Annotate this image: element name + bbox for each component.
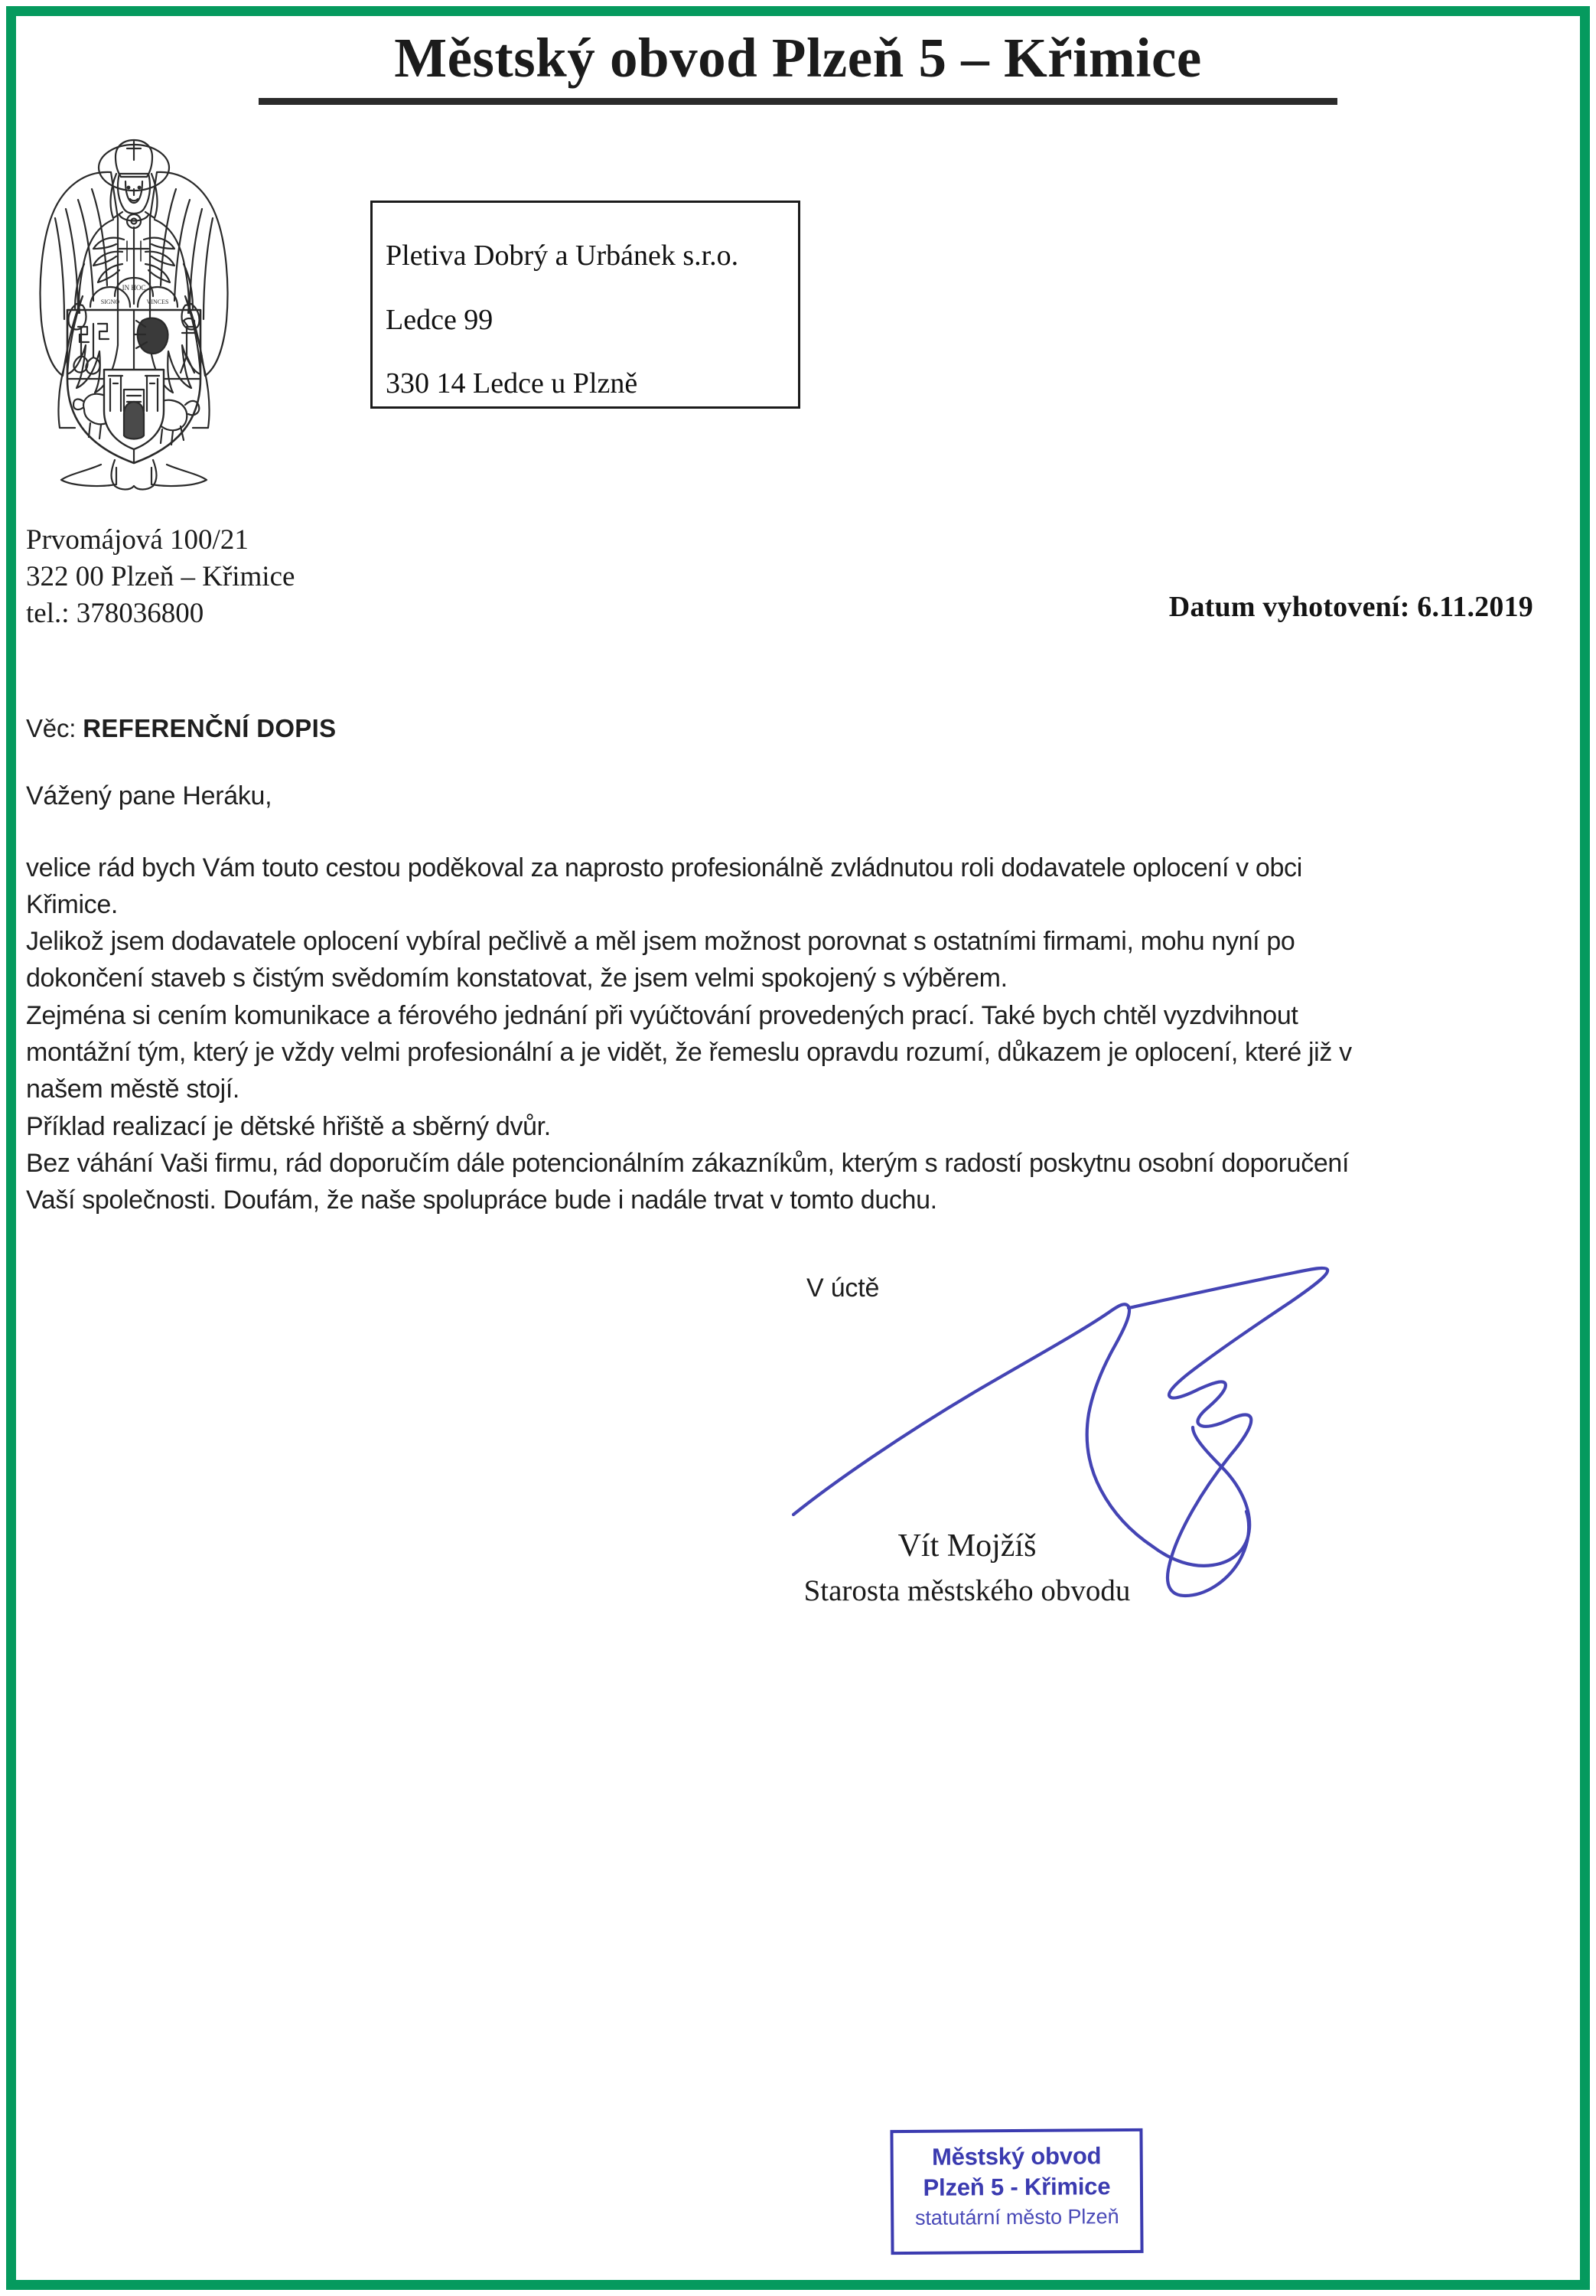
body-paragraph: Bez váhání Vaši firmu, rád doporučím dále potencionálním zákazníkům, kterým s radostí poskytnu osobní doporučení Vaší společnosti. Doufám, že naše spolupráce bude i nadále trvat v tomto duchu. bbox=[26, 1148, 1350, 1215]
sender-city: 322 00 Plzeň – Křimice bbox=[26, 560, 295, 592]
official-stamp bbox=[890, 2128, 1143, 2255]
recipient-address-box bbox=[370, 201, 800, 409]
signature-block bbox=[26, 1274, 1570, 1641]
stamp-line-3: statutární město Plzeň bbox=[914, 2204, 1119, 2229]
document-sheet bbox=[26, 23, 1570, 2273]
sender-phone: tel.: 378036800 bbox=[26, 597, 204, 629]
signer-role: Starosta městského obvodu bbox=[803, 1574, 1131, 1608]
body-paragraph: Zejména si cením komunikace a férového jednání při vyúčtování provedených prací. Také bych chtěl vyzdvihnout montážní tým, který je vždy velmi profesionální a je vidět, že řemeslu opravdu rozumí, důkazem je oplocení, které již v našem městě stojí. bbox=[26, 1000, 1352, 1104]
letter-body bbox=[26, 850, 1396, 1219]
subject-label: Věc: bbox=[26, 713, 77, 742]
recipient-company: Pletiva Dobrý a Urbánek s.r.o. bbox=[386, 239, 739, 272]
body-paragraph: Jelikož jsem dodavatele oplocení vybíral pečlivě a měl jsem možnost porovnat s ostatními firmami, mohu nyní po dokončení staveb s čistým svědomím konstatovat, že jsem velmi spokojený s výběrem. bbox=[26, 927, 1295, 993]
svg-text:SIGNO: SIGNO bbox=[100, 298, 120, 305]
signer-name: Vít Mojžíš bbox=[897, 1528, 1037, 1564]
body-paragraph: Příklad realizací je dětské hřiště a sběrný dvůr. bbox=[26, 1111, 551, 1141]
body-paragraph: velice rád bych Vám touto cestou poděkoval za naprosto profesionálně zvládnutou roli dodavatele oplocení v obci Křimice. bbox=[26, 853, 1302, 919]
title-underline-rule bbox=[259, 98, 1337, 105]
recipient-street: Ledce 99 bbox=[386, 303, 493, 336]
stamp-line-1: Městský obvod bbox=[931, 2142, 1102, 2170]
sender-address bbox=[26, 522, 295, 632]
page-title: Městský obvod Plzeň 5 – Křimice bbox=[394, 27, 1202, 89]
subject-value: REFERENČNÍ DOPIS bbox=[83, 713, 337, 742]
closing-phrase: V úctě bbox=[806, 1274, 880, 1303]
subject-line bbox=[26, 714, 1570, 743]
salutation: Vážený pane Heráku, bbox=[26, 781, 272, 810]
issue-date: Datum vyhotovení: 6.11.2019 bbox=[1168, 590, 1533, 623]
svg-text:IN HOC: IN HOC bbox=[122, 283, 146, 292]
recipient-city: 330 14 Ledce u Plzně bbox=[386, 367, 638, 400]
sender-street: Prvomájová 100/21 bbox=[26, 523, 249, 556]
stamp-line-2: Plzeň 5 - Křimice bbox=[923, 2173, 1111, 2202]
svg-text:VINCES: VINCES bbox=[146, 298, 169, 305]
coat-of-arms-icon bbox=[34, 126, 234, 497]
